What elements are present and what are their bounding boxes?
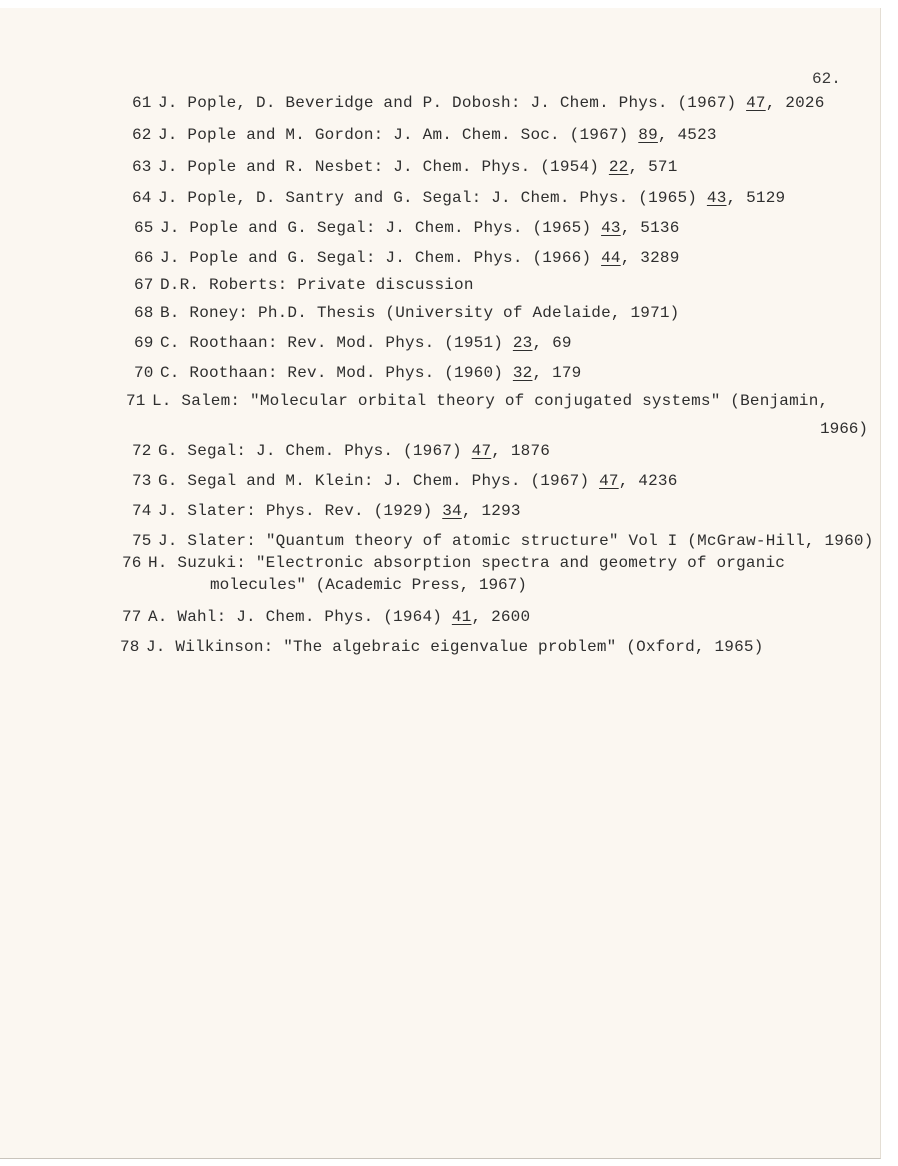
reference-text: J. Pople, D. Beveridge and P. Dobosh: J. Chem. Phys. (1967) [158, 94, 747, 112]
reference-entry [134, 334, 572, 352]
reference-text: J. Pople and G. Segal: J. Chem. Phys. (1966) [160, 249, 602, 267]
page-reference: , 4523 [657, 126, 717, 144]
reference-entry [132, 472, 678, 490]
reference-entry [132, 189, 785, 207]
reference-entry [126, 392, 828, 410]
reference-entry [132, 158, 678, 176]
volume-number: 41 [451, 608, 472, 626]
reference-text: C. Roothaan: Rev. Mod. Phys. (1960) [160, 364, 513, 382]
reference-number: 71 [126, 392, 146, 410]
reference-number: 63 [132, 158, 152, 176]
reference-entry [134, 219, 680, 237]
reference-entry [132, 502, 521, 520]
reference-number: 75 [132, 532, 152, 550]
reference-entry [132, 94, 825, 112]
volume-number: 23 [512, 334, 533, 352]
reference-text: C. Roothaan: Rev. Mod. Phys. (1951) [160, 334, 513, 352]
reference-entry [134, 249, 680, 267]
volume-number: 22 [608, 158, 629, 176]
reference-entry [120, 638, 764, 656]
volume-number: 47 [746, 94, 766, 112]
reference-text: H. Suzuki: "Electronic absorption spectra and geometry of organic [148, 554, 786, 572]
page-reference: , 2600 [471, 608, 531, 626]
reference-number: 76 [122, 554, 142, 572]
volume-number: 32 [512, 364, 533, 382]
reference-number: 72 [132, 442, 152, 460]
page-reference: , 1293 [461, 502, 521, 520]
page-reference: , 179 [532, 364, 582, 382]
reference-number: 78 [120, 638, 140, 656]
volume-number: 44 [601, 249, 621, 267]
reference-text: J. Pople and M. Gordon: J. Am. Chem. Soc. (1967) [158, 126, 639, 144]
volume-number: 43 [601, 219, 621, 237]
document-page [0, 8, 881, 1159]
reference-number: 65 [134, 219, 154, 237]
page-reference: , 3289 [620, 249, 680, 267]
reference-text: J. Pople and R. Nesbet: J. Chem. Phys. (1954) [158, 158, 609, 176]
reference-number: 62 [132, 126, 152, 144]
reference-number: 70 [134, 364, 154, 382]
volume-number: 47 [471, 442, 492, 460]
reference-entry [134, 304, 679, 322]
reference-text: D.R. Roberts: Private discussion [160, 276, 474, 294]
reference-text: G. Segal: J. Chem. Phys. (1967) [158, 442, 472, 460]
volume-number: 34 [442, 502, 462, 520]
page-reference: , 2026 [765, 94, 825, 112]
reference-number: 67 [134, 276, 154, 294]
reference-number: 77 [122, 608, 142, 626]
reference-text: A. Wahl: J. Chem. Phys. (1964) [148, 608, 452, 626]
reference-text: B. Roney: Ph.D. Thesis (University of Adelaide, 1971) [160, 304, 680, 322]
reference-entry [132, 126, 717, 144]
reference-entry [122, 554, 785, 572]
reference-number: 64 [132, 189, 152, 207]
reference-number: 69 [134, 334, 154, 352]
reference-text: G. Segal and M. Klein: J. Chem. Phys. (1967) [158, 472, 600, 490]
reference-entry [134, 364, 581, 382]
reference-text: J. Wilkinson: "The algebraic eigenvalue problem" (Oxford, 1965) [146, 638, 764, 656]
volume-number: 89 [638, 126, 658, 144]
reference-entry [132, 442, 550, 460]
reference-text: L. Salem: "Molecular orbital theory of conjugated systems" (Benjamin, [152, 392, 829, 410]
page-number: 62. [812, 70, 841, 88]
page-reference: , 4236 [618, 472, 678, 490]
reference-text: J. Slater: "Quantum theory of atomic structure" Vol I (McGraw-Hill, 1960) [158, 532, 874, 550]
volume-number: 47 [599, 472, 619, 490]
page-reference: , 5129 [726, 189, 786, 207]
page-reference: , 69 [532, 334, 572, 352]
volume-number: 43 [706, 189, 727, 207]
reference-number: 74 [132, 502, 152, 520]
reference-number: 68 [134, 304, 154, 322]
reference-text: J. Pople and G. Segal: J. Chem. Phys. (1965) [160, 219, 602, 237]
reference-entry [132, 532, 874, 550]
reference-number: 61 [132, 94, 152, 112]
reference-text: J. Pople, D. Santry and G. Segal: J. Chem. Phys. (1965) [158, 189, 707, 207]
reference-continuation: 1966) [820, 420, 869, 438]
page-reference: , 571 [628, 158, 678, 176]
reference-continuation: molecules" (Academic Press, 1967) [210, 576, 527, 594]
page-reference: , 1876 [491, 442, 551, 460]
reference-entry [122, 608, 530, 626]
page-reference: , 5136 [620, 219, 680, 237]
reference-text: J. Slater: Phys. Rev. (1929) [158, 502, 443, 520]
reference-number: 73 [132, 472, 152, 490]
reference-number: 66 [134, 249, 154, 267]
reference-entry [134, 276, 474, 294]
